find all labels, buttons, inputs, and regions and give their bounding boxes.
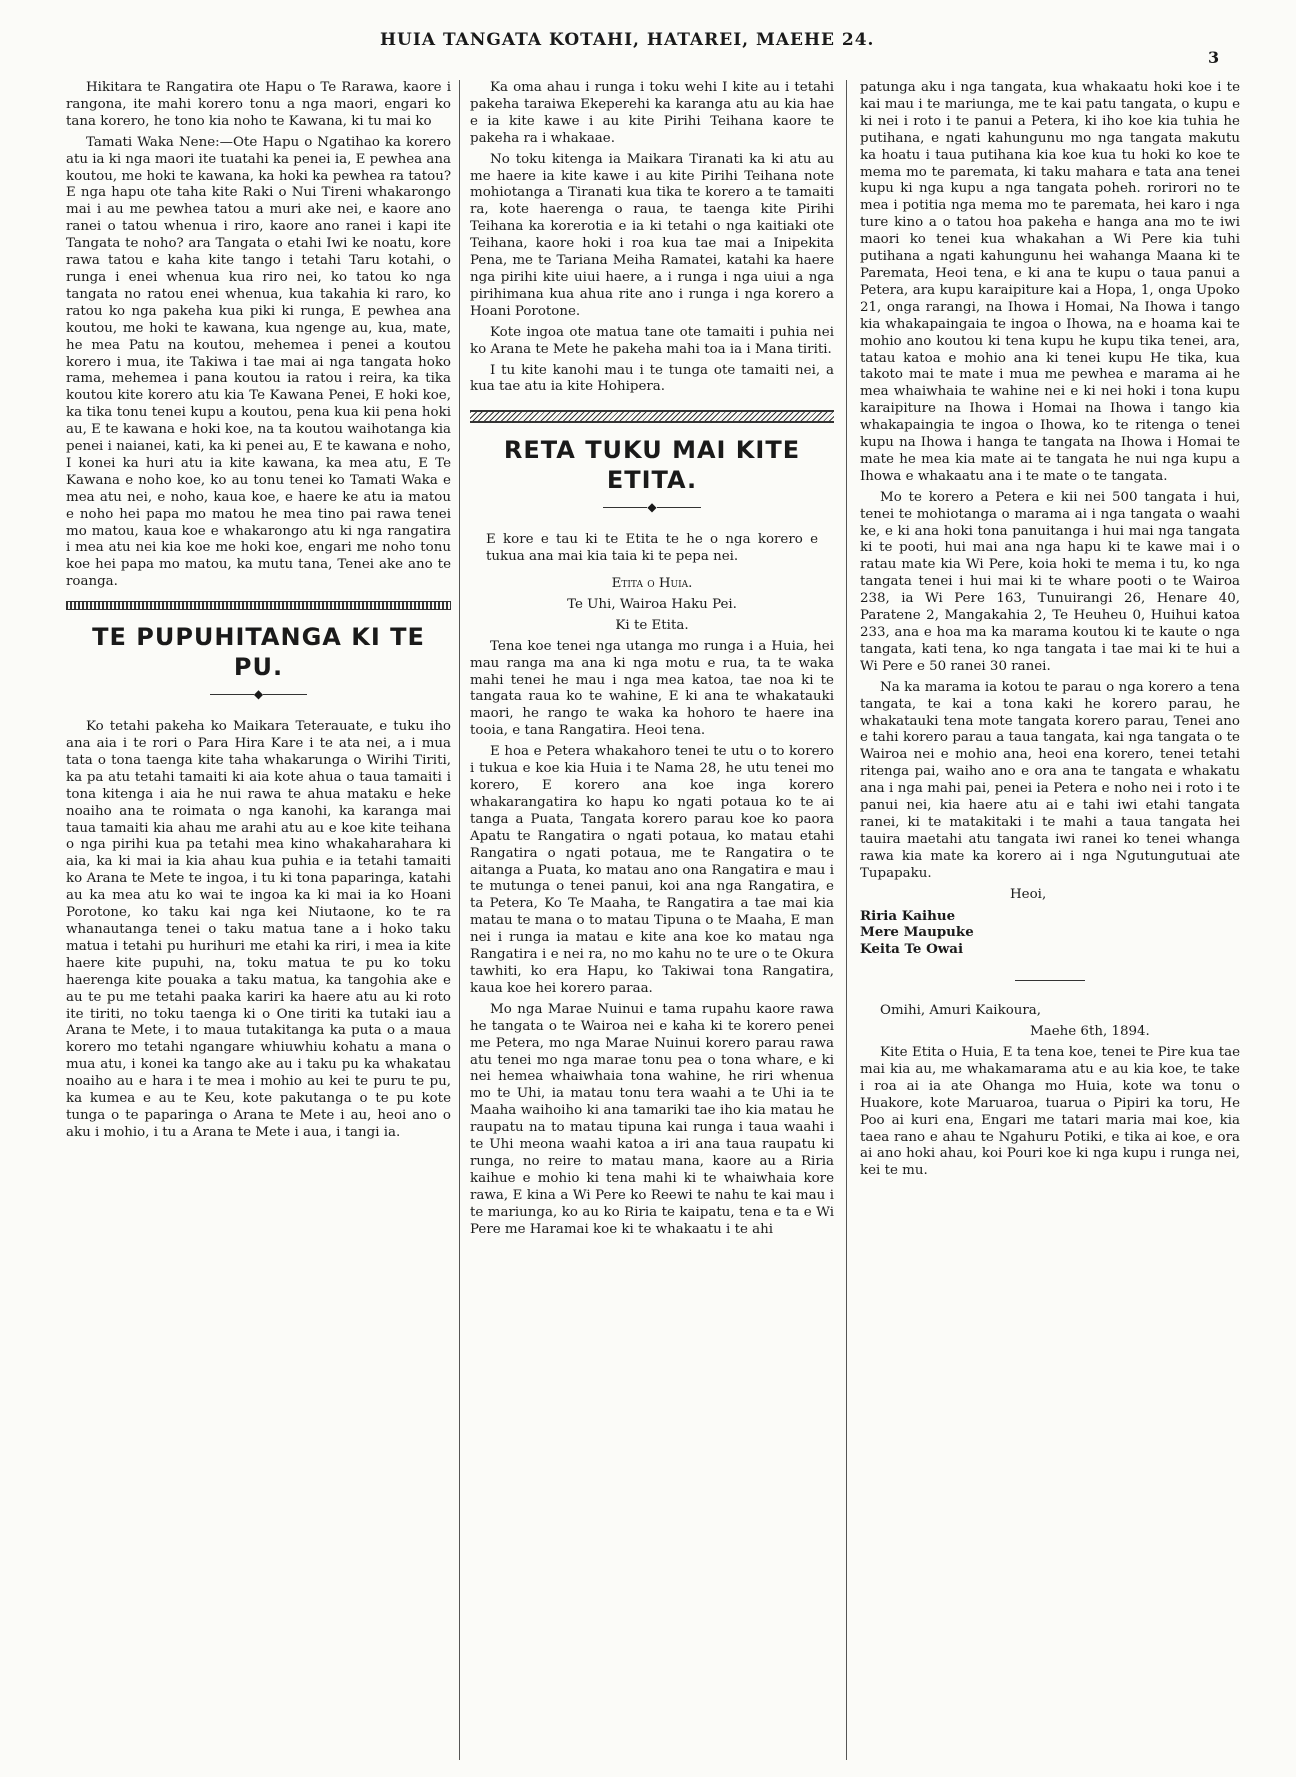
article-paragraph: Tamati Waka Nene:—Ote Hapu o Ngatihao ka korero atu ia ki nga maori ite tuatahi ka penei ia, E pewhea ana koutou, me hoki te kawana, ka hoki ka pewhea ra tatou? E nga hapu ote taha kite Raki o Nui Tireni whakarongo mai i au me pewhea tatou a muri ake nei, e kaore ano ranei o tatou whenua i riro, kaore ano ranei i kapi ite Tangata te noho? ara Tangata o etahi Iwi ke noatu, kore rawa tatou e kaha kite tango i tetahi Taru kotahi, o runga i enei whenua kua riro nei, ko tatou ko nga tangata no ratou enei whenua, kua takahia ki raro, ko ratou ko nga pakeha kua piki ki runga, E pewhea ana koutou, me hoki te kawana, kua ngenge au, kua, mate, he mea Patu na koutou, mehemea i penei a koutou korero i mua, ite Takiwa i tae mai ai nga tangata hoko rama, mehemea i pana koutou ia ratou i reira, ka tika koutou kite korero atu kia Te Kawana Penei, E hoki koe, ka tika tonu tenei kupu a koutou, pena kua kii pena hoki au, E te kawana e hoki koe, na ta koutou waihotanga kia penei i naianei, kati, ka ki penei au, E te kawana e noho, I konei ka huri atu ia kite kawana, ka mea atu, E Te Kawana e noho koe, ko au tonu tenei ko Tamati Waka e mea atu nei, e noho, kaua koe, e haere ke atu ia matou e noho hei papa mo matou he mea tino pai rawa tenei mo matou, kaua koe e whakarongo atu ki nga rangatira i mea atu nei kia koe me hoki koe, engari me noho tonu koe hei papa mo matou, ka mutu tana, Tenei ake ano te roanga. (66, 134, 451, 590)
article-paragraph: Hikitara te Rangatira ote Hapu o Te Rarawa, kaore i rangona, ite mahi korero tonu a nga maori, engari ko tana korero, he tono kia noho te Kawana, ki tu mai ko (66, 80, 451, 129)
page-number: 3 (1208, 48, 1220, 67)
column-1 (66, 80, 451, 1146)
letter-closing: Heoi, (1010, 886, 1047, 902)
letter-paragraph: Tena koe tenei nga utanga mo runga i a Huia, hei mau ranga ma ana ki nga motu e rua, ta te waka mahi tenei he mau i nga mea katoa, tae noa ki te tangata raua ko te wahine, E ki ana te whakatauki maori, he rango te waka ka hohoro te haere ina tooia, e tana Rangatira. Heoi tena. (470, 638, 834, 739)
ornament-rule: ◆ (66, 686, 451, 703)
masthead (0, 30, 1296, 67)
signer-name: Keita Te Owai (860, 941, 964, 958)
section-divider (470, 410, 834, 423)
article-paragraph: No toku kitenga ia Maikara Tiranati ka ki atu au me haere ia kite kawe i au kite Pirihi Teihana note mohiotanga a Tiranati kua tika te korero a te tamaiti ra, kote haerenga o raua, te taenga kite Pirihi Teihana ka korerotia e ia ki tetahi o nga kaitiaki ote Teihana, kaore hoki i roa kua tae mai a Inipekita Pena, me te Tariana Meiha Ramatei, katahi ka haere nga pirihi kite uiui haere, a i runga i nga uiui a nga pirihimana kua ahua rite ano i runga i nga korero a Hoani Porotone. (470, 151, 834, 319)
column-divider-1 (459, 80, 460, 1760)
letter-paragraph: Na ka marama ia kotou te parau o nga korero a tena tangata, te kai a tona kaki he korero parau, he whakatauki tena mote tangata korero parau, Tenei ano e tahi korero parau a taua tangata, kai nga tangata o te Wairoa nei e mohio ana, heoi ena korero, tenei tetahi ritenga pai, waiho ano e ora ana te tangata e whakatu ana i nga mahi pai, penei ia Petera e noho nei i roto i te panui nei, kia haere atu ai e tahi iwi etahi tangata ranei, ki te matakitaki i te mahi a taua tangata hei tauira maetahi atu tangata iwi ranei ko tenei whanga rawa kia mate ka korero ai i nga Ngutungutuai ate Tupapaku. (860, 679, 1240, 881)
article-paragraph: Kote ingoa ote matua tane ote tamaiti i puhia nei ko Arana te Mete he pakeha mahi toa ia i Mana tiriti. (470, 324, 834, 357)
letter-paragraph: E hoa e Petera whakahoro tenei te utu o to korero i tukua e koe kia Huia i te Nama 28, he utu tenei mo korero, E korero ana koe inga korero whakarangatira ko hapu ko ngati potaua ko te ai tanga a Puata, Tangata korero parau koe ko paora Apatu te Rangatira o ngati potaua, ko matau etahi Rangatira o ngati potaua, me te Rangatira o te aitanga a Puata, ko matau ano ona Rangatira e mau i te mutunga o tenei panui, koi ana nga Rangatira, e ta Petera, Ko Te Maaha, te Rangatira a tae mai kia matau te mana o to matau Tipuna o te Maaha, E man nei i runga ia matau e kite ana koe ko matau nga Rangatira i e nei ra, no mo kahu no te ure o te Okura tawhiti, ko era Hapu, ko Takiwai tona Rangatira, kaua koe hei korero paraa. (470, 744, 834, 996)
letter-date: Maehe 6th, 1894. (1030, 1024, 1150, 1040)
letter-place: Te Uhi, Wairoa Haku Pei. (567, 596, 737, 612)
letter-paragraph: patunga aku i nga tangata, kua whakaatu hoki koe i te kai mau i te mariunga, me te kai patu tangata, o kupu e ki nei i roto i te panui a Petera, ki iho koe kia tuhia he putihana, e ngati kahungunu mo nga tangata makutu ka hoatu i taua putihana kia koe kua tu hoki ko koe te mema mo te paremata, ki taku mahara e tata ana tenei kupu ki nga kupu a nga tangata poheh. rorirori no te mea i potitia nga mema mo te paremata, hei karo i nga ture kino a o tatou hoa pakeha e hanga ana mo te iwi maori ko tenei kua whakahan a Wi Pere kia tuhi putihana a ngati kahungunu hei wahanga Maana ki te Paremata, Heoi tena, e ki ana te kupu o taua panui a Petera, ara kupu karaipiture kai a Hopa, 1, onga Upoko 21, onga rarangi, na Ihowa i Homai, Na Ihowa i tango kia whakapaingaia te ingoa o Ihowa, na e hoama kai te mohio ano koutou ki tena kupu he kupu tika tenei, ara, tatau katoa e mohio ana ki tenei kupu He tika, kua takoto mai te mate i mua me pewhea e marama ai he mea whaiwhaia te wahine nei e ki nei hoki i tona kupu karaipiture na Ihowa i Homai na Ihowa i tango kia whakapaingia te ingoa o Ihowa, ko te ritenga o tenei kupu na Ihowa i hanga te tangata na Ihowa i Homai te mate he mea kia mate ai te tangata he nui nga kupu a Ihowa e whakaatu ana i te mate o te tangata. (860, 80, 1240, 484)
signer-name: Riria Kaihue (860, 907, 956, 924)
editor-notice: E kore e tau ki te Etita te he o nga korero e tukua ana mai kia taia ki te pepa nei. (486, 532, 818, 565)
letter-paragraph: Mo nga Marae Nuinui e tama rupahu kaore rawa he tangata o te Wairoa nei e kaha ki te korero penei me Petera, mo nga Marae Nuinui korero parau rawa atu tenei mo nga marae tonu pea o tona whare, e ki nei hemea whaiwhaia tona wahine, he riri whenua mo te Uhi, ia matau tonu tera waahi a te Uhi ia te Maaha waihoiho ki ana tamariki tae iho kia matau he raupatu na to matau tipuna kai runga i taua waahi i te Uhi meona waahi katoa a iri ana taua raupatu ki runga, no reire to matau mana, kaore au a Riria kaihue e mohio ki tena mahi ki te whaiwhaia kore rawa, E kina a Wi Pere ko Reewi te nahu te kai mau i te mariunga, ko au ko Riria te kaipatu, tena e ta e Wi Pere me Haramai koe ki te whakaatu i te ahi (470, 1001, 834, 1237)
letter-salutation: Etita o Huia. (611, 576, 693, 592)
signer-name: Mere Maupuke (860, 924, 974, 941)
letters-headline: RETA TUKU MAI KITE ETITA. (503, 436, 801, 495)
short-rule (1015, 980, 1085, 981)
letter-addressee: Ki te Etita. (615, 617, 689, 633)
article-paragraph: I tu kite kanohi mau i te tunga ote tamaiti nei, a kua tae atu ia kite Hohipera. (470, 362, 834, 395)
column-2 (470, 80, 834, 1242)
column-divider-2 (846, 80, 847, 1760)
column-3 (860, 80, 1240, 1184)
article-paragraph: Ko tetahi pakeha ko Maikara Teterauate, e tuku iho ana aia i te rori o Para Hira Kare i te ata nei, a i mua tata o tona taenga kite taha whakarunga o Wirihi Tiriti, ka pa atu tetahi tamaiti ki aia kote ahua o taua tamaiti i tona kitenga i aia he nui rawa te ahua mataku e heke noaiho ana te roimata o nga kanohi, ka karanga mai taua tamaiti kia ahau me arahi atu au e koe kite teihana o nga pirihi kua pa tetahi mea kino whakaharahara ki aia, ka ki mai ia kia ahau kua puhia e ia tetahi tamaiti ko Arana te Mete te ingoa, i tu ki tona paparinga, katahi au ka mea atu ko wai te ingoa ka ki mai ia ko Hoani Porotone, ko taku kai nga kei Niutaone, ko te ra whanautanga tenei o taku matua tane a i hoko taku matua i tetahi pu hurihuri me etahi ka riri, i mea ia kite haere kite pupuhi, na, toku matua te pu ko toku haerenga kite pouaka a taku matua, ka tangohia ake e au te pu me tetahi paaka kariri ka haere atu au ki roto ite tiriti, no toku taenga ki o One tiriti ka tutaki iau a Arana te Mete, i to maua tutakitanga ka puta o a maua korero mo tetahi ngangare whiuwhiu kohatu a mana o mua atu, i konei ka tango ake au i taku pu ka whakatau noaiho au e hara i te mea i mohio au kei te puru te pu, ka kumea e au te Keu, kote pakutanga o te pu kote tunga o te paparinga o Arana te Mete i au, heoi ano o aku i mohio, i tu a Arana te Mete i aua, i tangi ia. (66, 719, 451, 1140)
newspaper-title: HUIA TANGATA KOTAHI, HATAREI, MAEHE 24. (380, 30, 875, 50)
letter-paragraph: Mo te korero a Petera e kii nei 500 tangata i hui, tenei te mohiotanga o marama ai i nga tangata o waahi ke, e ki ana hoki tona panuitanga i hui mai nga tangata ki te pooti, hui mai ana nga hapu ki te kawe mai i o ratau mate kia Wi Pere, koia hoki te mema i tu, ko nga tangata tenei i hui mai ki te whare pooti o te Wairoa 238, ia Wi Pere 163, Tunuirangi 26, Henare 40, Paratene 2, Mangakahia 2, Te Heuheu 0, Huihui katoa 233, ana e hoa ma ka marama koutou ki te kaute o nga tangata, kati tena, ko nga tangata i tae mai ki te hui a Wi Pere e 50 ranei 30 ranei. (860, 489, 1240, 674)
letter-place: Omihi, Amuri Kaikoura, (880, 1003, 1042, 1019)
article-headline: TE PUPUHITANGA KI TE PU. (92, 623, 425, 682)
letter-paragraph: Kite Etita o Huia, E ta tena koe, tenei te Pire kua tae mai kia au, me whakamarama atu e au kia koe, te take i roa ai ia ate Ohanga mo Huia, kote wa tonu o Huakore, kote Maruaroa, tuarua o Pipiri ka toru, He Poo ai kuri ena, Engari me tatari maria mai koe, kia taea rano e ahau te Ngahuru Potiki, e tika ai koe, e ora ai ano hoki ahau, koi Pouri koe ki nga kupu i runga nei, kei te mu. (860, 1045, 1240, 1179)
article-paragraph: Ka oma ahau i runga i toku wehi I kite au i tetahi pakeha taraiwa Ekeperehi ka karanga atu au kia hae e ia kite kawe i au kite Pirihi Teihana kaore te pakeha ra i whakaae. (470, 80, 834, 146)
section-divider (66, 601, 451, 610)
ornament-rule: ◆ (470, 499, 834, 516)
